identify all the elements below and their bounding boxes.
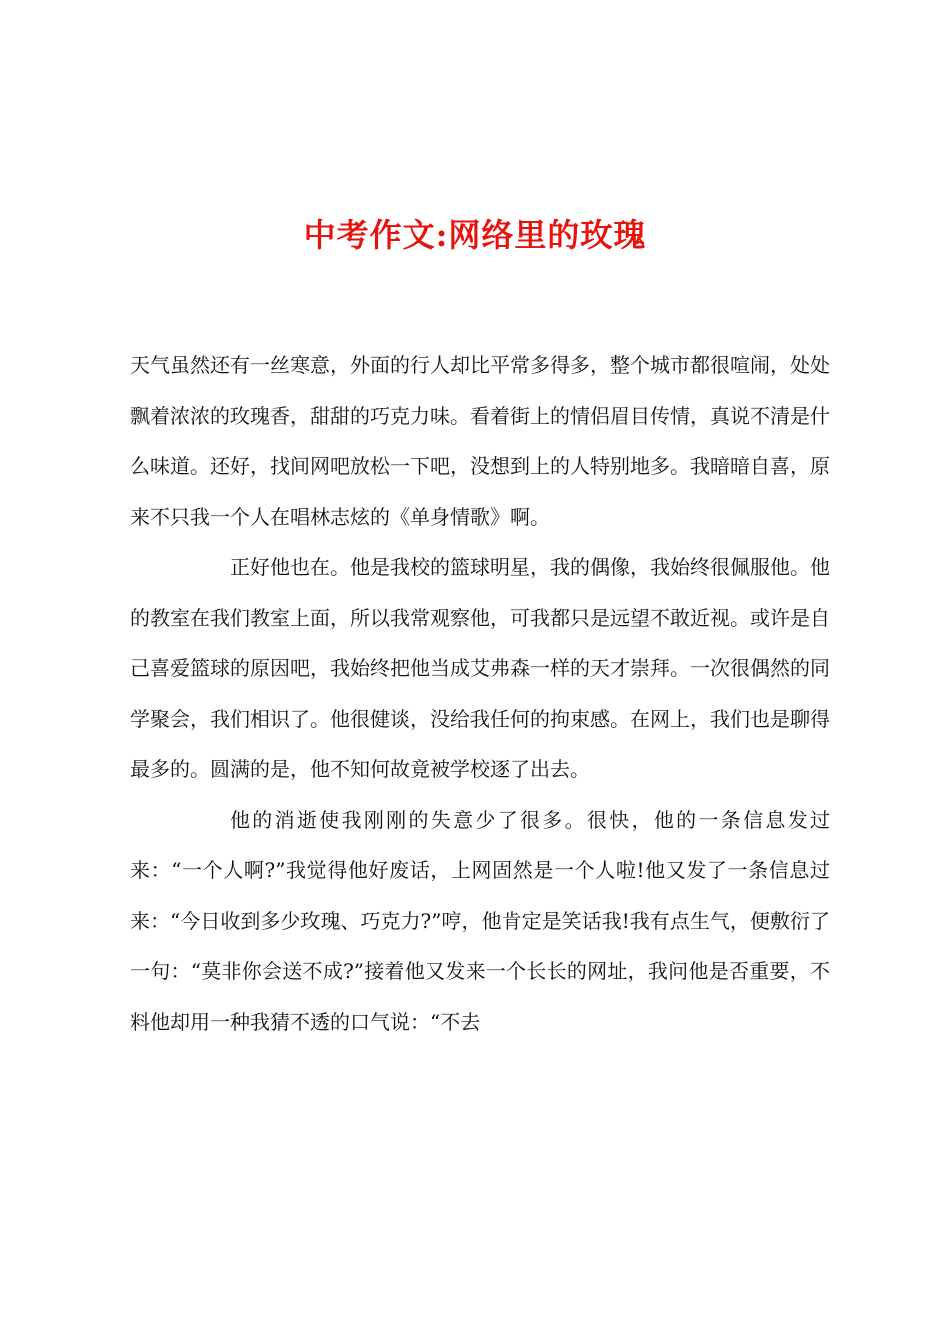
paragraph-2: 正好他也在。他是我校的篮球明星，我的偶像，我始终很佩服他。他的教室在我们教室上面，所以我常观察他，可我都只是远望不敢近视。或许是自己喜爱篮球的原因吧，我始终把他当成艾弗森一样的天才崇拜。一次很偶然的同学聚会，我们相识了。他很健谈，没给我任何的拘束感。在网上，我们也是聊得最多的。圆满的是，他不知何故竟被学校逐了出去。	[130, 555, 830, 781]
paragraph-3: 他的消逝使我刚刚的失意少了很多。很快，他的一条信息发过来：“一个人啊?”我觉得他好废话，上网固然是一个人啦!他又发了一条信息过来：“今日收到多少玫瑰、巧克力?”哼，他肯定是笑话我!我有点生气，便敷衍了一句：“莫非你会送不成?”接着他又发来一个长长的网址，我问他是否重要，不料他却用一种我猜不透的口气说：“不去	[130, 807, 830, 1034]
document-title: 中考作文:网络里的玫瑰	[303, 216, 647, 254]
document-body	[130, 340, 830, 1047]
paragraph-1: 天气虽然还有一丝寒意，外面的行人却比平常多得多，整个城市都很喧闹，处处飘着浓浓的玫瑰香，甜甜的巧克力味。看着街上的情侣眉目传情，真说不清是什么味道。还好，找间网吧放松一下吧，没想到上的人特别地多。我暗暗自喜，原来不只我一个人在唱林志炫的《单身情歌》啊。	[130, 353, 830, 529]
